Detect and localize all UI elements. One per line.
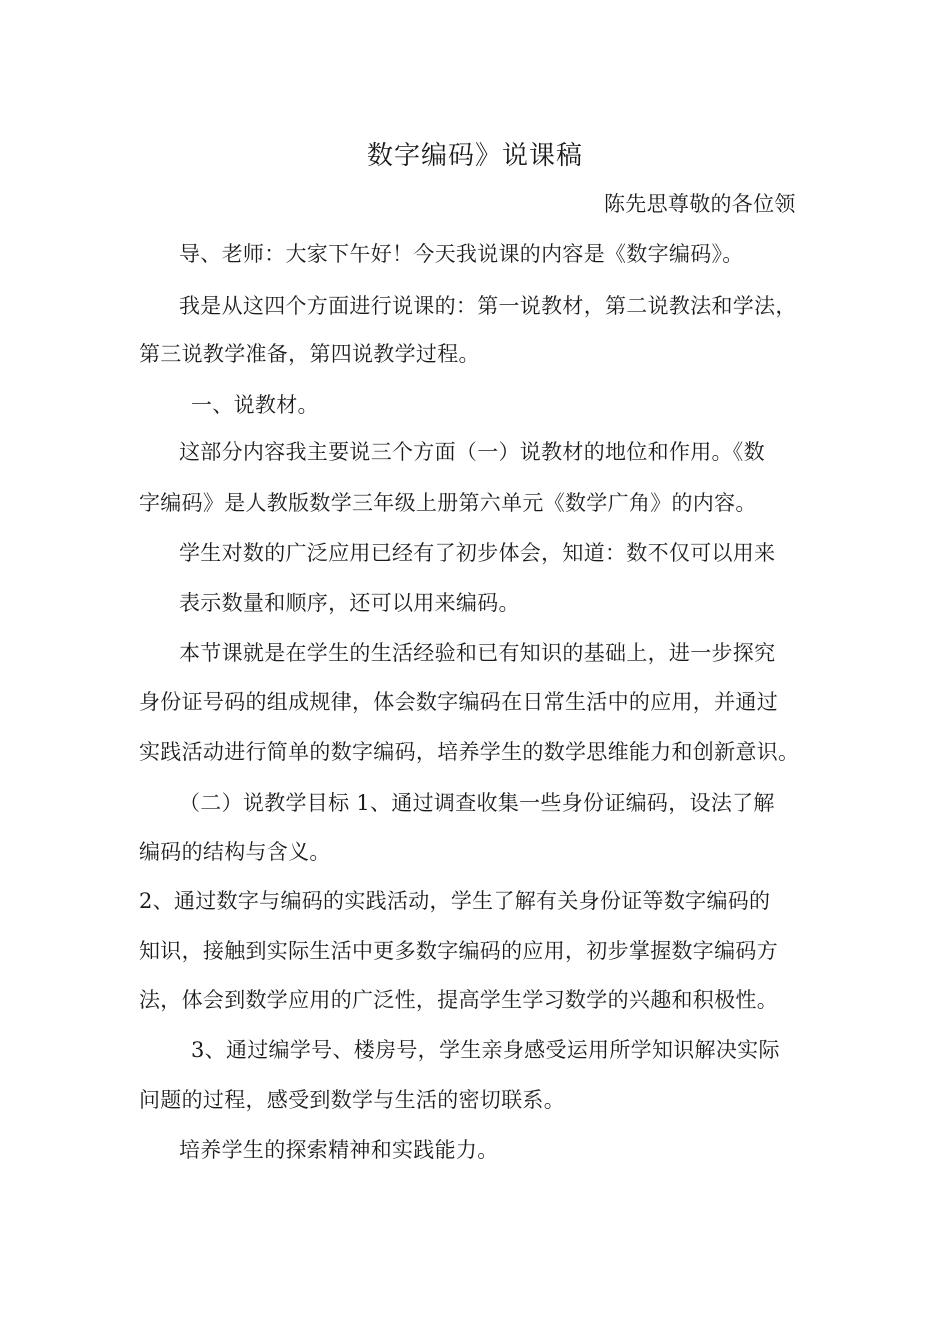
paragraph-line: （二）说教学目标 1、通过调查收集一些身份证编码，设法了解 — [179, 791, 775, 815]
paragraph-line: 学生对数的广泛应用已经有了初步体会，知道：数不仅可以用来 — [179, 541, 776, 565]
paragraph-line: 2、通过数字与编码的实践活动，学生了解有关身份证等数字编码的 — [139, 889, 771, 913]
paragraph-line: 编码的结构与含义。 — [139, 840, 331, 864]
paragraph-line: 导、老师：大家下午好！今天我说课的内容是《数字编码》。 — [179, 242, 744, 266]
paragraph-line: 身份证号码的组成规律，体会数字编码在日常生活中的应用，并通过 — [139, 690, 778, 714]
paragraph-line: 培养学生的探索精神和实践能力。 — [179, 1138, 499, 1162]
paragraph-line: 这部分内容我主要说三个方面（一）说教材的地位和作用。《数 — [179, 440, 765, 464]
paragraph-line: 我是从这四个方面进行说课的：第一说教材，第二说教法和学法， — [179, 294, 797, 318]
paragraph-line: 问题的过程，感受到数学与生活的密切联系。 — [139, 1088, 565, 1112]
paragraph-line: 表示数量和顺序，还可以用来编码。 — [179, 591, 520, 615]
paragraph-line: 实践活动进行简单的数字编码，培养学生的数学思维能力和创新意识。 — [139, 740, 800, 764]
author-line: 陈先思尊敬的各位领 — [604, 192, 796, 216]
paragraph-line: 字编码》是人教版数学三年级上册第六单元《数学广角》的内容。 — [139, 491, 757, 515]
paragraph-line: 法，体会到数学应用的广泛性，提高学生学习数学的兴趣和积极性。 — [139, 988, 778, 1012]
paragraph-line: 3、通过编学号、楼房号，学生亲身感受运用所学知识解决实际 — [191, 1038, 780, 1062]
paragraph-line: 本节课就是在学生的生活经验和已有知识的基础上，进一步探究 — [179, 641, 776, 665]
paragraph-line: 知识，接触到实际生活中更多数字编码的应用，初步掌握数字编码方 — [139, 939, 778, 963]
paragraph-line: 第三说教学准备，第四说教学过程。 — [139, 342, 480, 366]
document-title: 数字编码》说课稿 — [366, 141, 583, 171]
section-heading: 一、说教材。 — [191, 393, 319, 417]
